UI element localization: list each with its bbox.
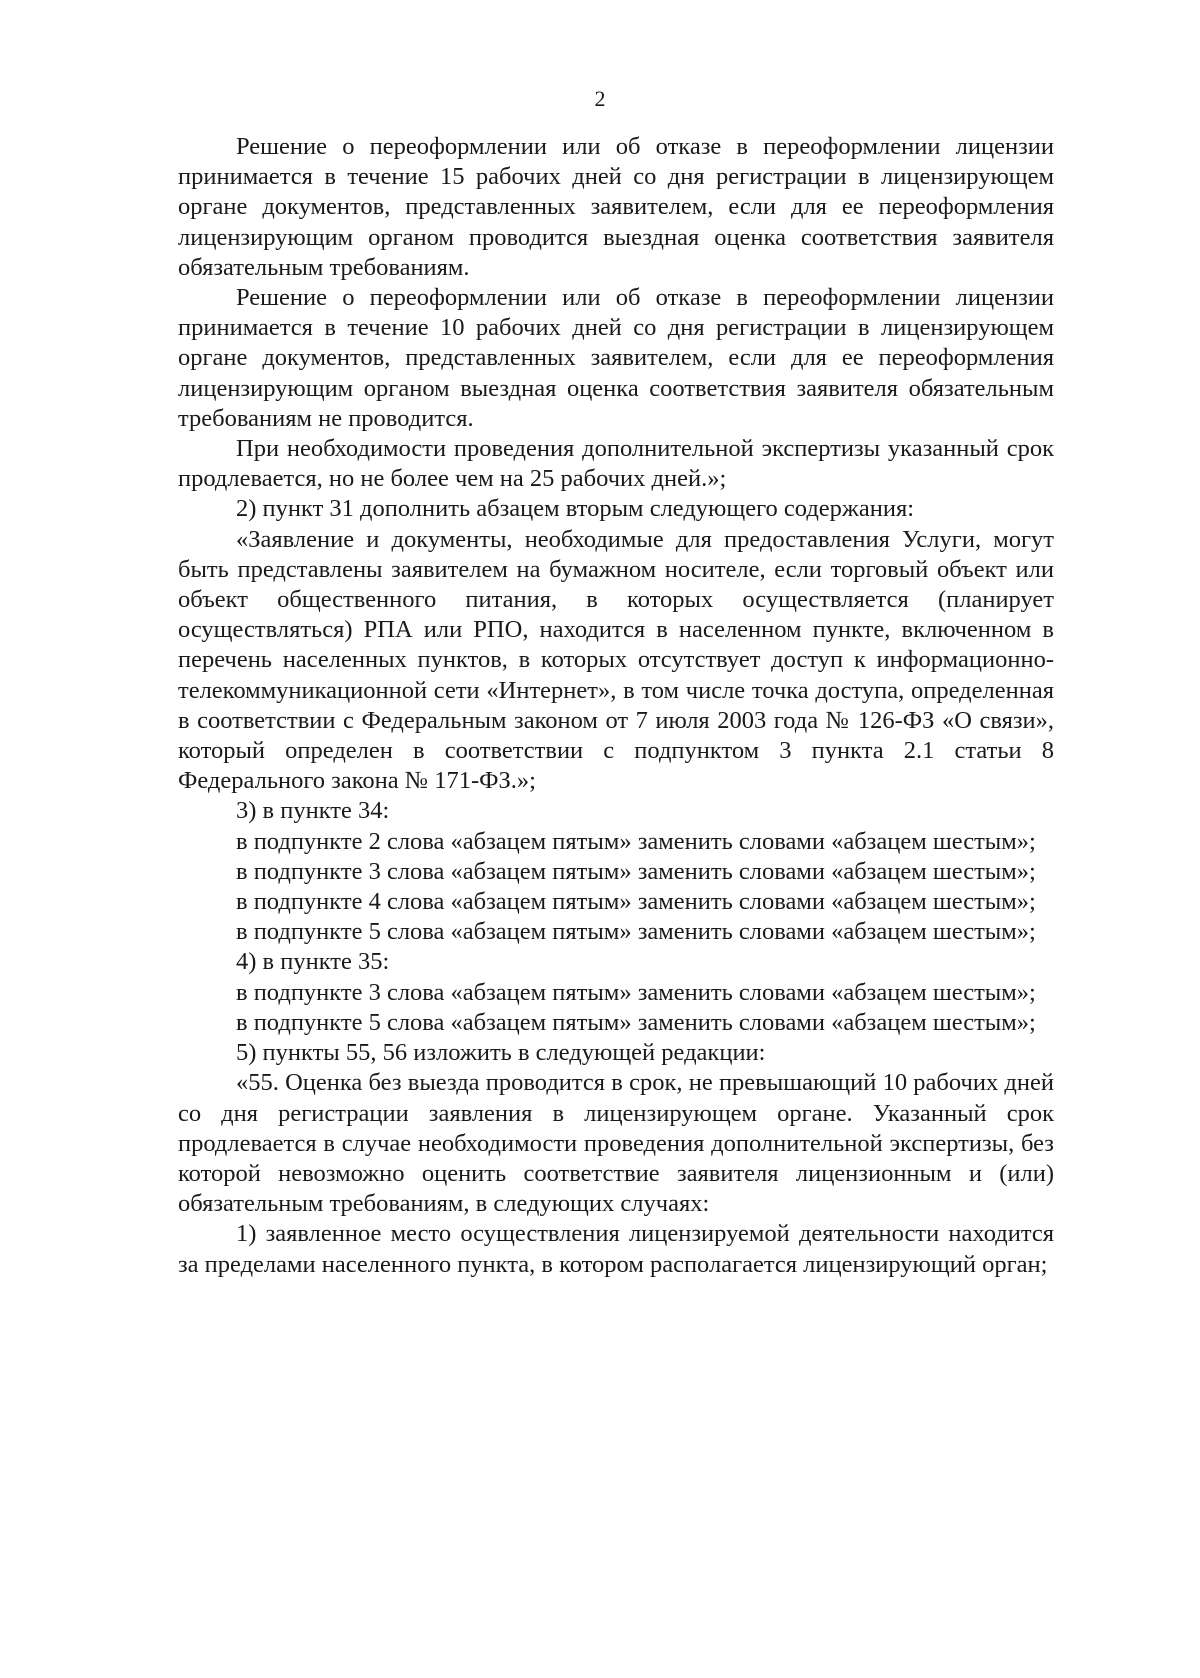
paragraph-34-subitem-5: в подпункте 5 слова «абзацем пятым» заменить словами «абзацем шестым»;: [236, 918, 1036, 946]
paragraph-case-1: 1) заявленное место осуществления лицензируемой деятельности находится за пределами населенного пункта, в котором располагается лицензирующий орган;: [178, 1220, 1054, 1278]
paragraph-item-5: 5) пункты 55, 56 изложить в следующей редакции:: [236, 1039, 766, 1067]
paragraph-item-4: 4) в пункте 35:: [236, 948, 390, 976]
paragraph-34-subitem-3: в подпункте 3 слова «абзацем пятым» заменить словами «абзацем шестым»;: [236, 857, 1036, 885]
paragraph-35-subitem-3: в подпункте 3 слова «абзацем пятым» заменить словами «абзацем шестым»;: [236, 978, 1036, 1006]
paragraph-35-subitem-5: в подпункте 5 слова «абзацем пятым» заменить словами «абзацем шестым»;: [236, 1008, 1036, 1036]
paragraph-item-3: 3) в пункте 34:: [236, 797, 390, 825]
paragraph-reissue-15-days: Решение о переоформлении или об отказе в переоформлении лицензии принимается в течение 15 рабочих дней со дня регистрации в лицензирующем органе документов, представленных заявителем, если для ее переоформления лицензирующим органом проводится выездная оценка соответствия заявителя обязательным требованиям.: [178, 133, 1054, 281]
paragraph-reissue-10-days: Решение о переоформлении или об отказе в переоформлении лицензии принимается в течение 10 рабочих дней со дня регистрации в лицензирующем органе документов, представленных заявителем, если для ее переоформления лицензирующим органом выездная оценка соответствия заявителя обязательным требованиям не проводится.: [178, 284, 1054, 432]
paragraph-34-subitem-4: в подпункте 4 слова «абзацем пятым» заменить словами «абзацем шестым»;: [236, 888, 1036, 916]
paragraph-34-subitem-2: в подпункте 2 слова «абзацем пятым» заменить словами «абзацем шестым»;: [236, 827, 1036, 855]
paragraph-item-2: 2) пункт 31 дополнить абзацем вторым следующего содержания:: [236, 495, 915, 523]
document-body: [178, 132, 1054, 1280]
paragraph-paper-application: «Заявление и документы, необходимые для предоставления Услуги, могут быть представлены заявителем на бумажном носителе, если торговый объект или объект общественного питания, в которых осуществляется (планирует осуществляться) РПА или РПО, находится в населенном пункте, включенном в перечень населенных пунктов, в которых отсутствует доступ к информационно-телекоммуникационной сети «Интернет», в том числе точка доступа, определенная в соответствии с Федеральным законом от 7 июля 2003 года № 126-ФЗ «О связи», который определен в соответствии с подпунктом 3 пункта 2.1 статьи 8 Федерального закона № 171-ФЗ.»;: [178, 525, 1054, 795]
paragraph-point-55: «55. Оценка без выезда проводится в срок, не превышающий 10 рабочих дней со дня регистрации заявления в лицензирующем органе. Указанный срок продлевается в случае необходимости проведения дополнительной экспертизы, без которой невозможно оценить соответствие заявителя лицензионным и (или) обязательным требованиям, в следующих случаях:: [178, 1069, 1054, 1218]
paragraph-extension-25-days: При необходимости проведения дополнительной экспертизы указанный срок продлевается, но не более чем на 25 рабочих дней.»;: [178, 435, 1054, 493]
page-number: 2: [594, 86, 606, 111]
